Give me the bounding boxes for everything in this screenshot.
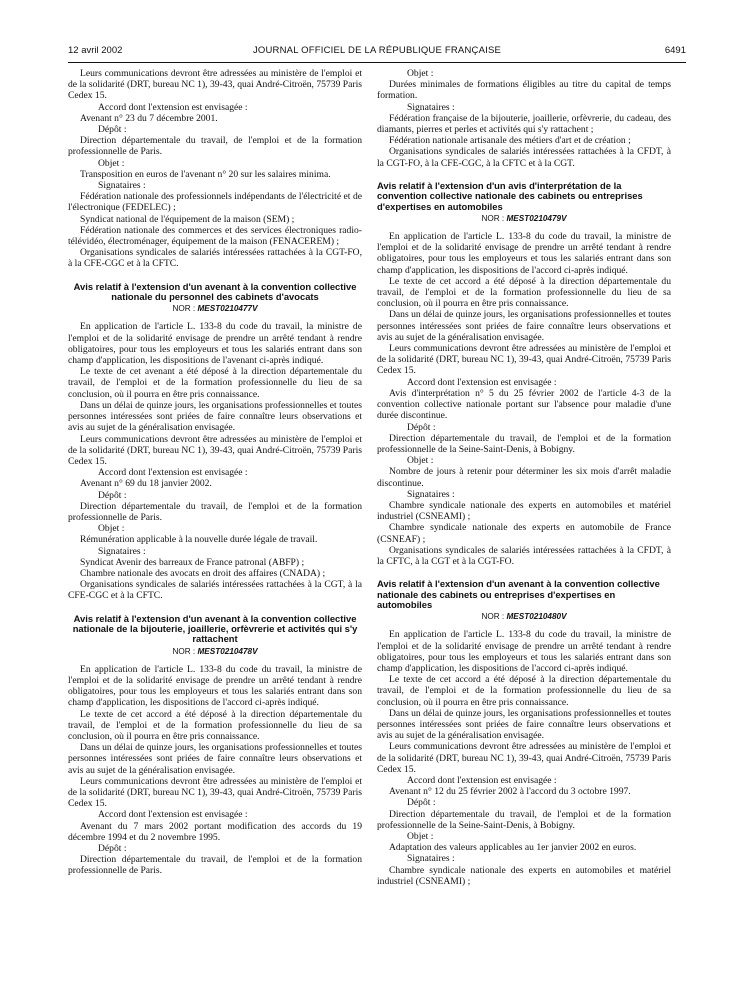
paragraph: Fédération nationale artisanale des métiers d'art et de création ; <box>389 135 631 147</box>
nor-prefix: NOR : <box>481 612 505 622</box>
notice-expertises-interpretation <box>377 181 671 567</box>
paragraph: Dans un délai de quinze jours, les organisations professionnelles et toutes personnes intéressées sont priées de faire connaître leurs observations et avis au sujet de la généralisation envisagée. <box>377 309 671 343</box>
field-label: Signataires : <box>98 180 146 192</box>
paragraph: Syndicat Avenir des barreaux de France patronal (ABFP) ; <box>80 556 305 568</box>
paragraph: Dans un délai de quinze jours, les organisations professionnelles et toutes personnes intéressées sont priées de faire connaître leurs observations et avis au sujet de la généralisation envisagée. <box>377 707 671 742</box>
paragraph: En application de l'article L. 133-8 du code du travail, la ministre de l'emploi et de la solidarité envisage de prendre un arrêté tendant à rendre obligatoires, pour tous les employeurs et tous les salariés entrant dans son champ d'application, les dispositions de l'accord ci-après indiqué. <box>377 629 671 674</box>
paragraph: Direction départementale du travail, de l'emploi et de la formation professionnelle de Paris. <box>68 500 362 523</box>
field-label: Objet : <box>407 68 434 79</box>
notice-title: Avis relatif à l'extension d'un avenant à la convention collective nationale du personnel des cabinets d'avocats <box>73 280 357 303</box>
field-label: Signataires : <box>407 101 455 113</box>
field-label: Objet : <box>98 157 125 169</box>
paragraph: Chambre syndicale nationale des experts en automobiles et matériel industriel (CSNEAMI) ; <box>377 864 671 887</box>
paragraph: Direction départementale du travail, de l'emploi et de la formation professionnelle de la Seine-Saint-Denis, à Bobigny. <box>377 808 671 831</box>
nor-reference <box>377 213 671 224</box>
paragraph: Leurs communications devront être adressées au ministère de l'emploi et de la solidarité (DRT, bureau NC 1), 39-43, quai André-Citroën, 75739 Paris Cedex 15. <box>68 433 362 467</box>
field-label: Dépôt : <box>98 489 127 501</box>
header-date: 12 avril 2002 <box>68 45 123 56</box>
paragraph: Organisations syndicales de salariés intéressées rattachées à la CFDT, à la CFTC, à la CGT et à la CGT-FO. <box>377 544 671 567</box>
paragraph: Le texte de cet accord a été déposé à la direction départementale du travail, de l'emploi et de la formation professionnelle du lieu de sa conclusion, où il pourra en être pris connaissance. <box>377 275 671 310</box>
paragraph: Organisations syndicales de salariés intéressées rattachées à la CGT, à la CFE-CGC et à la CFTC. <box>68 579 362 602</box>
paragraph: Durées minimales de formations éligibles au titre du capital de temps formation. <box>377 79 671 102</box>
paragraph: Leurs communications devront être adressées au ministère de l'emploi et de la solidarité (DRT, bureau NC 1), 39-43, quai André-Citroën, 75739 Paris Cedex 15. <box>68 775 362 810</box>
right-column <box>377 68 671 887</box>
paragraph: Fédération nationale des professionnels indépendants de l'électricité et de l'électronique (FEDELEC) ; <box>68 191 362 214</box>
continued-notice-bijouterie <box>377 68 671 169</box>
header-rule <box>68 62 686 63</box>
paragraph: En application de l'article L. 133-8 du code du travail, la ministre de l'emploi et de la solidarité envisage de prendre un arrêté tendant à rendre obligatoires, pour tous les employeurs et tous les salariés entrant dans son champ d'application, les dispositions de l'avenant ci-après indiqué. <box>68 321 362 367</box>
field-label: Dépôt : <box>98 843 127 855</box>
paragraph: Syndicat national de l'équipement de la maison (SEM) ; <box>80 213 295 225</box>
left-column <box>68 68 362 877</box>
paragraph: Chambre syndicale nationale des experts en automobile de France (CSNEAF) ; <box>377 522 671 545</box>
page-header <box>68 45 686 61</box>
header-journal-title: JOURNAL OFFICIEL DE LA RÉPUBLIQUE FRANÇAISE <box>252 45 502 56</box>
continued-notice <box>68 68 362 270</box>
paragraph: Chambre nationale des avocats en droit des affaires (CNADA) ; <box>80 567 326 579</box>
notice-expertises-avenant <box>377 579 671 887</box>
nor-reference <box>377 611 671 622</box>
field-label: Signataires : <box>407 488 455 500</box>
nor-reference <box>68 303 362 314</box>
paragraph: Avenant du 7 mars 2002 portant modification des accords du 19 décembre 1994 et du 2 novembre 1995. <box>68 820 362 843</box>
field-label: Accord dont l'extension est envisagée : <box>98 809 248 821</box>
nor-prefix: NOR : <box>172 304 196 314</box>
field-label: Objet : <box>98 523 125 535</box>
field-label: Objet : <box>407 831 434 843</box>
paragraph: Fédération nationale des commerces et des services électroniques radio-télévidéo, électroménager, équipement de la maison (FENACEREM) ; <box>68 224 362 248</box>
paragraph: Nombre de jours à retenir pour déterminer les six mois d'arrêt maladie discontinue. <box>377 466 671 489</box>
field-label: Accord dont l'extension est envisagée : <box>98 101 248 113</box>
nor-prefix: NOR : <box>172 646 196 656</box>
paragraph: Avenant n° 12 du 25 février 2002 à l'accord du 3 octobre 1997. <box>389 786 631 798</box>
paragraph: Fédération française de la bijouterie, joaillerie, orfèvrerie, du cadeau, des diamants, pierres et perles et activités qui s'y rattachent ; <box>377 112 671 136</box>
paragraph: Transposition en euros de l'avenant n° 20 sur les salaires minima. <box>80 168 331 180</box>
nor-code: MEST0210480V <box>506 612 567 622</box>
paragraph: Leurs communications devront être adressées au ministère de l'emploi et de la solidarité (DRT, bureau NC 1), 39-43, quai André-Citroën, 75739 Paris Cedex 15. <box>377 343 671 377</box>
notice-title: Avis relatif à l'extension d'un avenant à la convention collective nationale de la bijouterie, joaillerie, orfèvrerie et activités qui s'y rattachent <box>72 612 358 645</box>
nor-reference <box>68 646 362 657</box>
paragraph: Adaptation des valeurs applicables au 1er janvier 2002 en euros. <box>389 842 637 854</box>
notice-title: Avis relatif à l'extension d'un avis d'interprétation de la convention collective nationale des cabinets ou entreprises d'expertises en automobiles <box>377 179 643 212</box>
paragraph: Rémunération applicable à la nouvelle durée légale de travail. <box>80 534 318 546</box>
paragraph: Le texte de cet accord a été déposé à la direction départementale du travail, de l'emploi et de la formation professionnelle du lieu de sa conclusion, où il pourra en être pris connaissance. <box>68 708 362 742</box>
paragraph: Dans un délai de quinze jours, les organisations professionnelles et toutes personnes intéressées sont priées de faire connaître leurs observations et avis au sujet de la généralisation envisagée. <box>68 399 362 434</box>
field-label: Signataires : <box>407 853 455 865</box>
paragraph: Dans un délai de quinze jours, les organisations professionnelles et toutes personnes intéressées sont priées de faire connaître leurs observations et avis au sujet de la généralisation envisagée. <box>68 742 362 776</box>
paragraph: En application de l'article L. 133-8 du code du travail, la ministre de l'emploi et de la solidarité envisage de prendre un arrêté tendant à rendre obligatoires, pour tous les employeurs et tous les salariés entrant dans son champ d'application, les dispositions de l'accord ci-après indiqué. <box>68 663 362 709</box>
field-label: Signataires : <box>98 545 146 557</box>
notice-bijouterie <box>68 614 362 877</box>
paragraph: Organisations syndicales de salariés intéressées rattachées à la CFDT, à la CGT-FO, à la CFE-CGC, à la CFTC et à la CGT. <box>377 146 671 169</box>
field-label: Accord dont l'extension est envisagée : <box>407 376 557 388</box>
paragraph: Direction départementale du travail, de l'emploi et de la formation professionnelle de Paris. <box>68 135 362 158</box>
field-label: Dépôt : <box>98 124 127 136</box>
field-label: Objet : <box>407 455 434 467</box>
field-label: Accord dont l'extension est envisagée : <box>98 467 248 479</box>
field-label: Accord dont l'extension est envisagée : <box>407 775 557 786</box>
paragraph: Avis d'interprétation n° 5 du 25 février 2002 de l'article 4-3 de la convention collective nationale portant sur l'absence pour maladie d'une durée discontinue. <box>377 387 671 422</box>
nor-code: MEST0210479V <box>506 214 567 224</box>
field-label: Dépôt : <box>407 797 436 809</box>
notice-avocats <box>68 282 362 602</box>
field-label: Dépôt : <box>407 421 436 433</box>
paragraph: Le texte de cet accord a été déposé à la direction départementale du travail, de l'emploi et de la formation professionnelle du lieu de sa conclusion, où il pourra en être pris connaissance. <box>377 674 671 708</box>
paragraph: Chambre syndicale nationale des experts en automobiles et matériel industriel (CSNEAMI) ; <box>377 499 671 523</box>
paragraph: Organisations syndicales de salariés intéressées rattachées à la CGT-FO, à la CFE-CGC et à la CFTC. <box>68 247 362 270</box>
paragraph: Direction départementale du travail, de l'emploi et de la formation professionnelle de la Seine-Saint-Denis, à Bobigny. <box>377 432 671 455</box>
paragraph: Direction départementale du travail, de l'emploi et de la formation professionnelle de Paris. <box>68 854 362 877</box>
paragraph: Leurs communications devront être adressées au ministère de l'emploi et de la solidarité (DRT, bureau NC 1), 39-43, quai André-Citroën, 75739 Paris Cedex 15. <box>377 741 671 775</box>
paragraph: Leurs communications devront être adressées au ministère de l'emploi et de la solidarité (DRT, bureau NC 1), 39-43, quai André-Citroën, 75739 Paris Cedex 15. <box>68 68 362 102</box>
header-page-number: 6491 <box>664 45 686 56</box>
paragraph: Le texte de cet avenant a été déposé à la direction départementale du travail, de l'emploi et de la formation professionnelle du lieu de sa conclusion, où il pourra en être pris connaissance. <box>68 366 362 400</box>
paragraph: Avenant n° 69 du 18 janvier 2002. <box>80 478 212 490</box>
nor-code: MEST0210478V <box>197 646 258 656</box>
nor-code: MEST0210477V <box>197 304 258 314</box>
nor-prefix: NOR : <box>481 214 505 224</box>
paragraph: Avenant n° 23 du 7 décembre 2001. <box>80 112 218 124</box>
notice-title: Avis relatif à l'extension d'un avenant à la convention collective nationale des cabinets ou entreprises d'expertises en automobiles <box>377 578 660 610</box>
paragraph: En application de l'article L. 133-8 du code du travail, la ministre de l'emploi et de la solidarité envisage de prendre un arrêté tendant à rendre obligatoires, pour tous les employeurs et tous les salariés entrant dans son champ d'application, les dispositions de l'accord ci-après indiqué. <box>377 231 671 276</box>
